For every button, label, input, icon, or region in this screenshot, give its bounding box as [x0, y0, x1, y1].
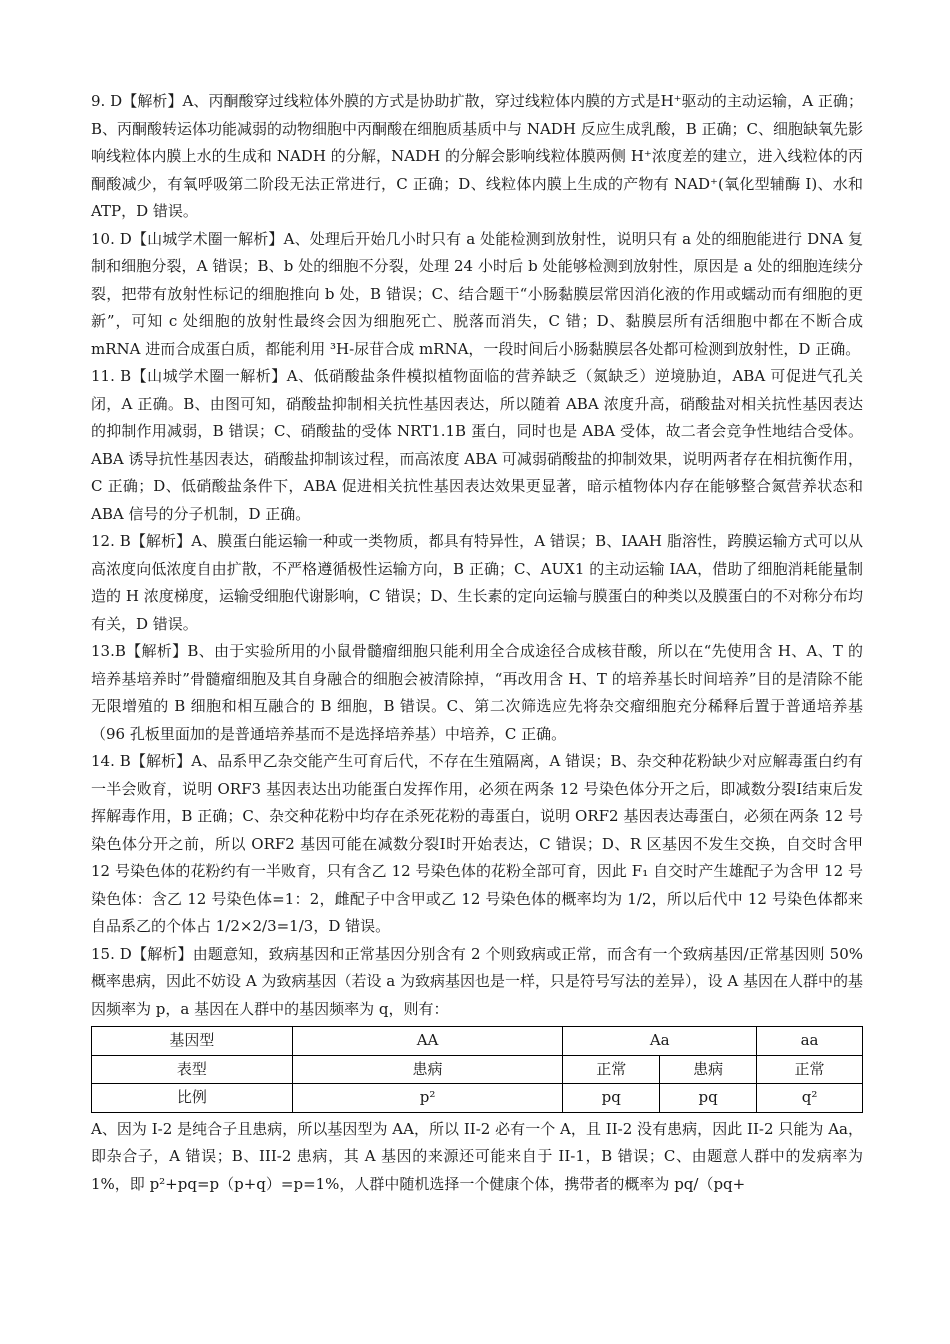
- table-cell: p²: [292, 1084, 563, 1113]
- answer-q11: 11. B【山城学术圈一解析】A、低硝酸盐条件模拟植物面临的营养缺乏（氮缺乏）逆境胁迫，ABA 可促进气孔关闭，A 正确。B、由图可知，硝酸盐抑制相关抗性基因表达，所以随着 ABA 浓度升高，硝酸盐对相关抗性基因表达的抑制作用减弱，B 错误；C、硝酸盐的受体 NRT1.1B 蛋白，同时也是 ABA 受体，故二者会竞争性地结合受体。ABA 诱导抗性基因表达，硝酸盐抑制该过程，而高浓度 ABA 可减弱硝酸盐的抑制效果，说明两者存在相抗衡作用，C 正确；D、低硝酸盐条件下，ABA 促进相关抗性基因表达效果更显著，暗示植物体内存在能够整合氮营养状态和 ABA 信号的分子机制，D 正确。: [91, 367, 863, 523]
- table-cell: 表型: [92, 1055, 293, 1084]
- table-cell: 患病: [292, 1055, 563, 1084]
- table-cell: pq: [660, 1084, 757, 1113]
- table-cell: 正常: [757, 1055, 863, 1084]
- answer-page: [91, 88, 863, 1198]
- table-cell: 患病: [660, 1055, 757, 1084]
- answer-q9: 9. D【解析】A、丙酮酸穿过线粒体外膜的方式是协助扩散，穿过线粒体内膜的方式是H⁺驱动的主动运输，A 正确；B、丙酮酸转运体功能减弱的动物细胞中丙酮酸在细胞质基质中与 NADH 反应生成乳酸，B 正确；C、细胞缺氧先影响线粒体内膜上水的生成和 NADH 的分解，NADH 的分解会影响线粒体膜两侧 H⁺浓度差的建立，进入线粒体的丙酮酸减少，有氧呼吸第二阶段无法正常进行，C 正确；D、线粒体内膜上生成的产物有 NAD⁺(氧化型辅酶 I)、水和 ATP，D 错误。: [91, 92, 863, 220]
- table-row-phenotype: [92, 1055, 863, 1084]
- answer-q15: 15. D【解析】由题意知，致病基因和正常基因分别含有 2 个则致病或正常，而含有一个致病基因/正常基因则 50%概率患病，因此不妨设 A 为致病基因（若设 a 为致病基因也是一样，只是符号写法的差异），设 A 基因在人群中的基因频率为 p，a 基因在人群中的基因频率为 q，则有：: [91, 944, 863, 1018]
- answer-q13: 13.B【解析】B、由于实验所用的小鼠骨髓瘤细胞只能利用全合成途径合成核苷酸，所以在“先使用含 H、A、T 的培养基培养时”骨髓瘤细胞及其自身融合的细胞会被清除掉，“再改用含 H、T 的培养基长时间培养”目的是清除不能无限增殖的 B 细胞和相互融合的 B 细胞，B 错误。C、第二次筛选应先将杂交瘤细胞充分稀释后置于普通培养基（96 孔板里面加的是普通培养基而不是选择培养基）中培养，C 正确。: [91, 642, 863, 743]
- answer-q12: 12. B【解析】A、膜蛋白能运输一种或一类物质，都具有特异性，A 错误；B、IAAH 脂溶性，跨膜运输方式可以从高浓度向低浓度自由扩散，不严格遵循极性运输方向，B 正确；C、AUX1 的主动运输 IAA，借助了细胞消耗能量制造的 H 浓度梯度，运输受细胞代谢影响，C 错误；D、生长素的定向运输与膜蛋白的种类以及膜蛋白的不对称分布均有关，D 错误。: [91, 532, 863, 633]
- table-cell: pq: [563, 1084, 660, 1113]
- table-cell: Aa: [563, 1027, 757, 1056]
- table-cell: 正常: [563, 1055, 660, 1084]
- answer-q15-continued: A、因为 I-2 是纯合子且患病，所以基因型为 AA，所以 II-2 必有一个 A，且 II-2 没有患病，因此 II-2 只能为 Aa，即杂合子，A 错误；B、III-2 患病，其 A 基因的来源还可能来自于 II-1，B 错误；C、由题意人群中的发病率为 1%，即 p²+pq=p（p+q）=p=1%，人群中随机选择一个健康个体，携带者的概率为 pq/（pq+: [91, 1119, 863, 1193]
- table-cell: 比例: [92, 1084, 293, 1113]
- table-cell: AA: [292, 1027, 563, 1056]
- table-cell: q²: [757, 1084, 863, 1113]
- table-cell: 基因型: [92, 1027, 293, 1056]
- genotype-table: [91, 1026, 863, 1113]
- answer-q10: 10. D【山城学术圈一解析】A、处理后开始几小时只有 a 处能检测到放射性，说明只有 a 处的细胞能进行 DNA 复制和细胞分裂，A 错误；B、b 处的细胞不分裂，处理 24 小时后 b 处能够检测到放射性，原因是 a 处的细胞连续分裂，把带有放射性标记的细胞推向 b 处，B 错误；C、结合题干“小肠黏膜层常因消化液的作用或蠕动而有细胞的更新”，可知 c 处细胞的放射性最终会因为细胞死亡、脱落而消失，C 错；D、黏膜层所有活细胞中都在不断合成 mRNA 进而合成蛋白质，都能利用 ³H-尿苷合成 mRNA，一段时间后小肠黏膜层各处都可检测到放射性，D 正确。: [91, 229, 863, 358]
- table-row-ratio: [92, 1084, 863, 1113]
- answer-q14: 14. B【解析】A、品系甲乙杂交能产生可育后代，不存在生殖隔离，A 错误；B、杂交种花粉缺少对应解毒蛋白约有一半会败育，说明 ORF3 基因表达出功能蛋白发挥作用，必须在两条 12 号染色体分开之后，即减数分裂Ⅰ结束后发挥解毒作用，B 正确；C、杂交种花粉中均存在杀死花粉的毒蛋白，说明 ORF2 基因表达毒蛋白，必须在两条 12 号染色体分开之前，所以 ORF2 基因可能在减数分裂Ⅰ时开始表达，C 错误；D、R 区基因不发生交换，自交时含甲 12 号染色体的花粉约有一半败育，只有含乙 12 号染色体的花粉全部可育，因此 F₁ 自交时产生雄配子为含甲 12 号染色体：含乙 12 号染色体=1：2，雌配子中含甲或乙 12 号染色体的概率均为 1/2，所以后代中 12 号染色体都来自品系乙的个体占 1/2×2/3=1/3，D 错误。: [91, 752, 863, 935]
- table-cell: aa: [757, 1027, 863, 1056]
- table-row-genotype: [92, 1027, 863, 1056]
